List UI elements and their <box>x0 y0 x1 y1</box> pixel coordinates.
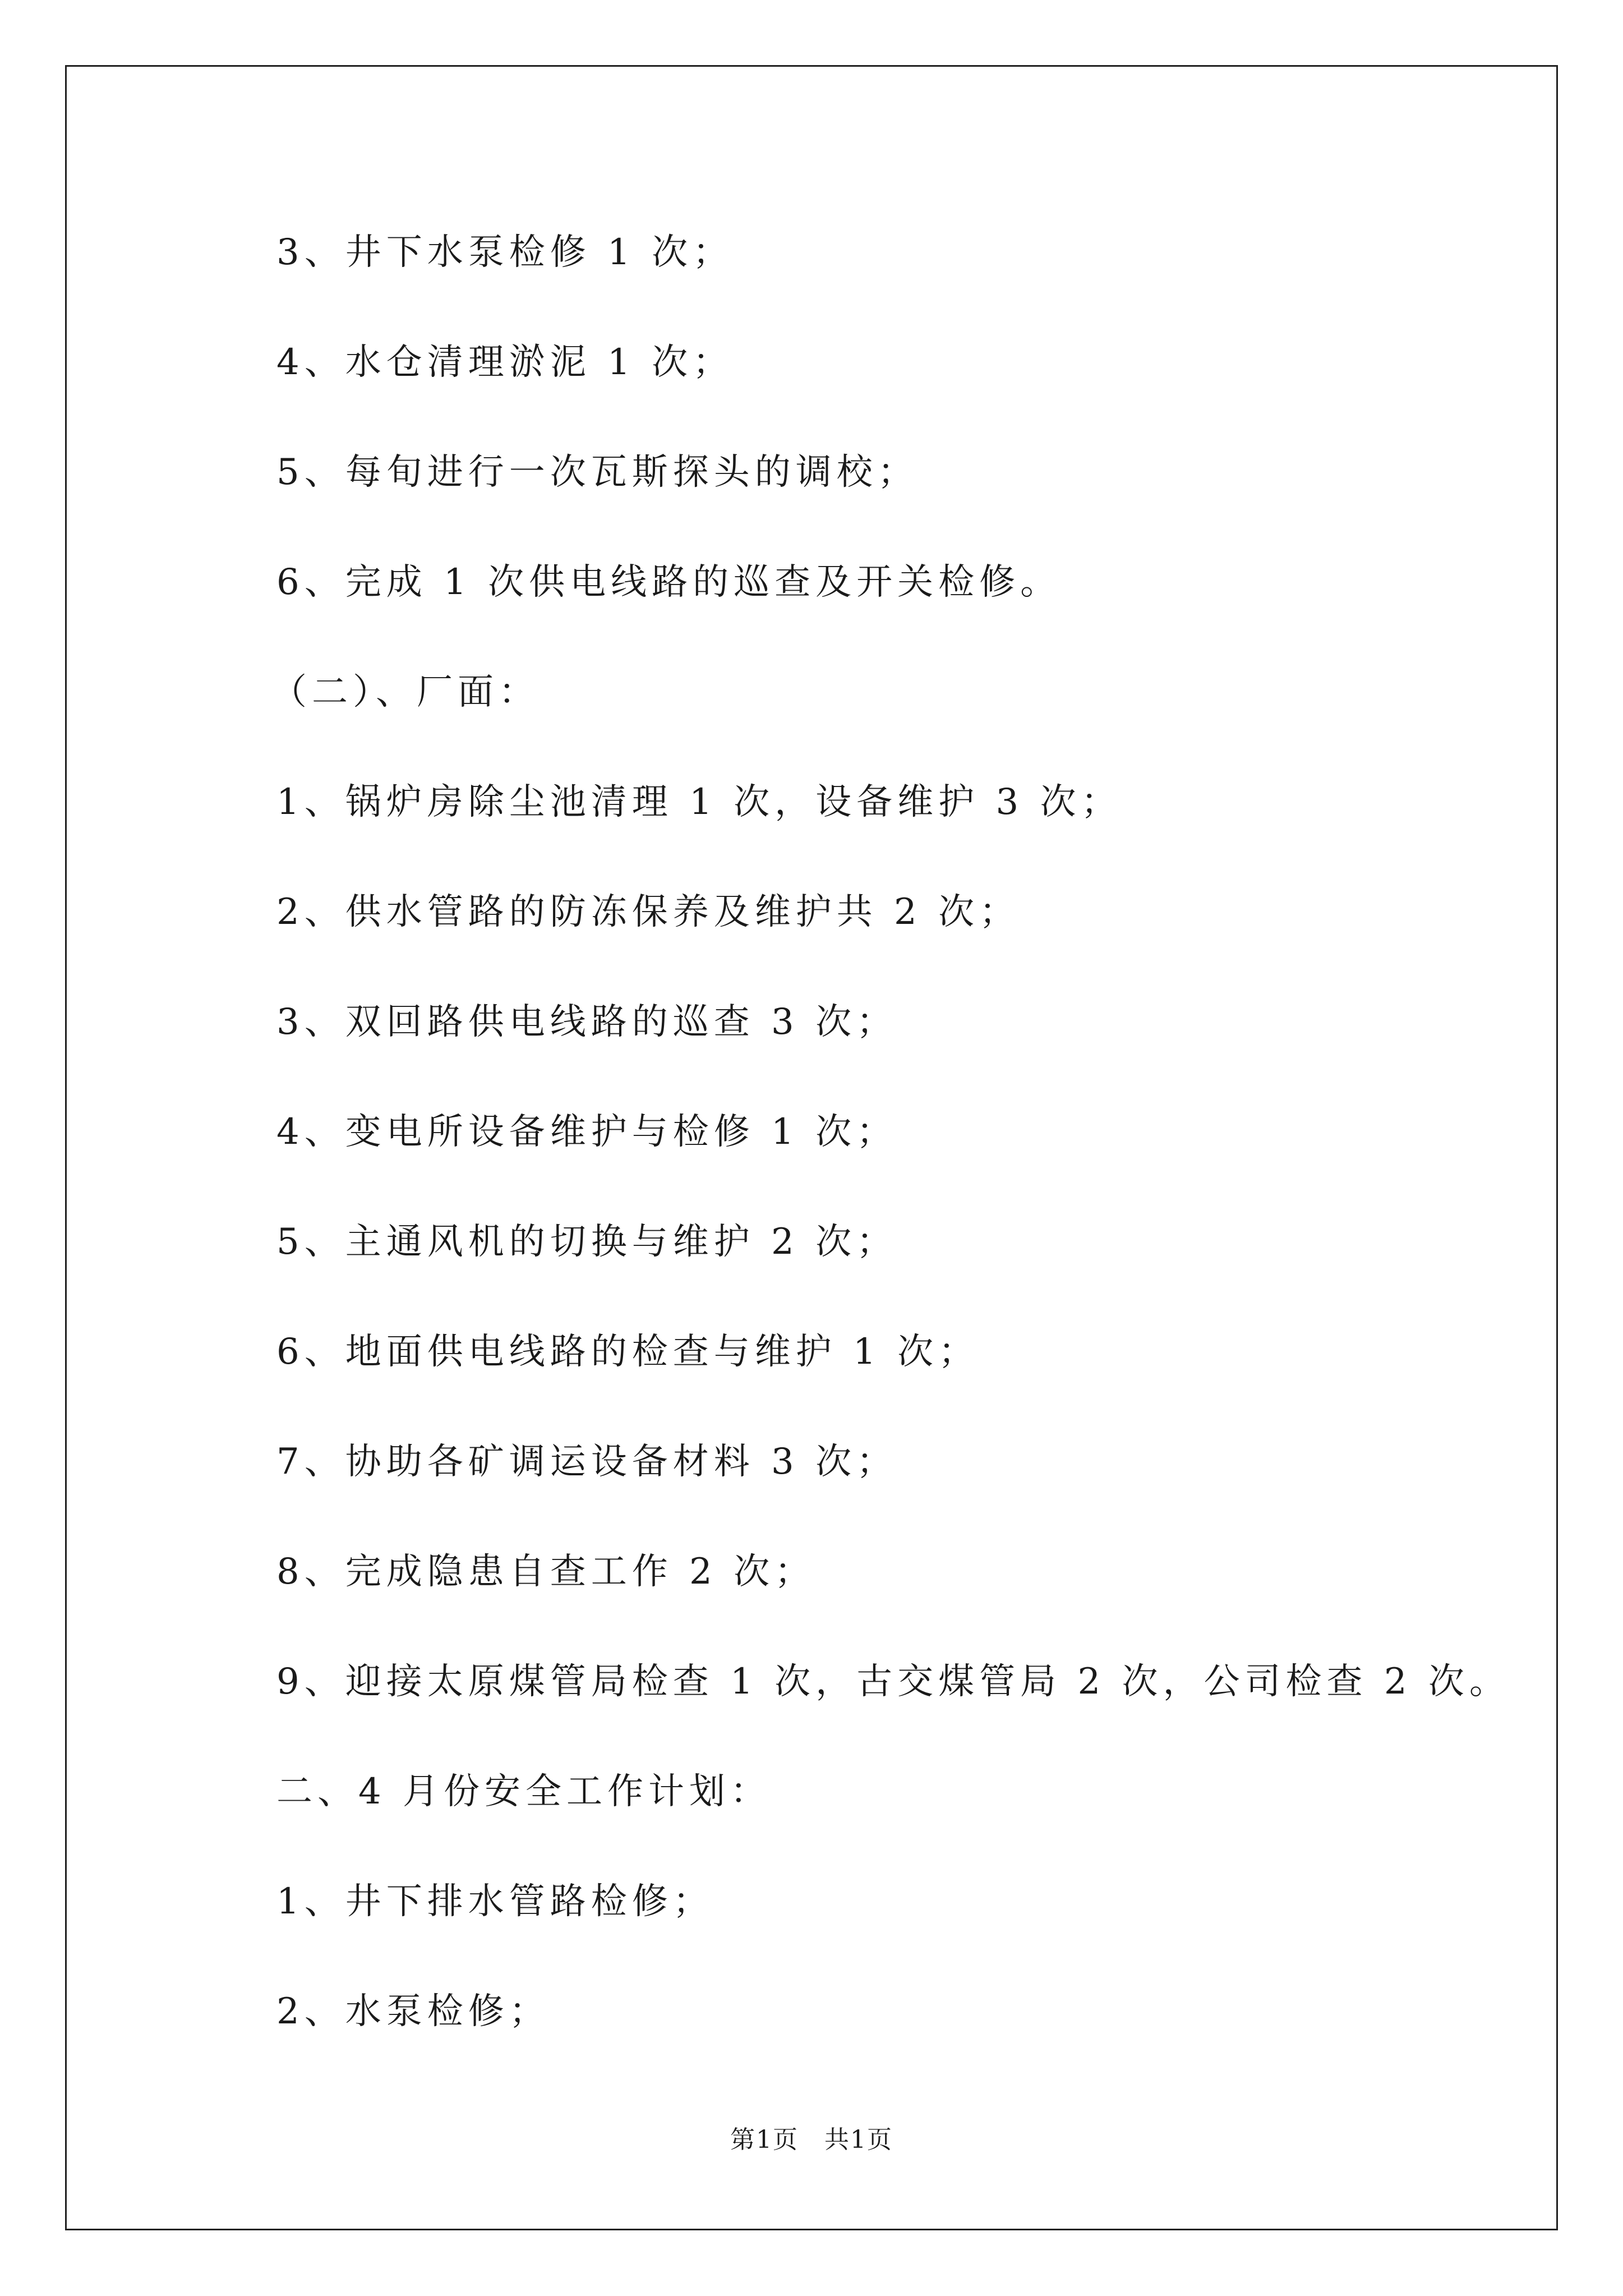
list-item: 5、每旬进行一次瓦斯探头的调校； <box>276 452 919 493</box>
list-item: 6、地面供电线路的检查与维护 1 次； <box>276 1331 980 1373</box>
list-item: 4、变电所设备维护与检修 1 次； <box>276 1111 898 1153</box>
list-item: 8、完成隐患自查工作 2 次； <box>276 1551 816 1593</box>
list-item: 5、主通风机的切换与维护 2 次； <box>276 1221 898 1263</box>
list-item: 6、完成 1 次供电线路的巡查及开关检修。 <box>276 562 1062 603</box>
list-item: 9、迎接太原煤管局检查 1 次，古交煤管局 2 次，公司检查 2 次。 <box>276 1661 1510 1703</box>
section-heading: （二）、厂面： <box>271 671 540 713</box>
document-body <box>271 224 1510 2093</box>
list-item: 1、井下排水管路检修； <box>276 1881 714 1922</box>
page-number-footer: 第1页 共1页 <box>730 2125 893 2154</box>
list-item: 2、水泵检修； <box>276 1991 550 2032</box>
list-item: 1、锅炉房除尘池清理 1 次，设备维护 3 次； <box>276 781 1122 823</box>
list-item: 7、协助各矿调运设备材料 3 次； <box>276 1441 898 1483</box>
list-item: 3、双回路供电线路的巡查 3 次； <box>276 1001 898 1043</box>
section-heading: 二、4 月份安全工作计划： <box>276 1771 772 1812</box>
list-item: 3、井下水泵检修 1 次； <box>276 232 734 273</box>
list-item: 2、供水管路的防冻保养及维护共 2 次； <box>276 891 1021 933</box>
list-item: 4、水仓清理淤泥 1 次； <box>276 342 734 383</box>
